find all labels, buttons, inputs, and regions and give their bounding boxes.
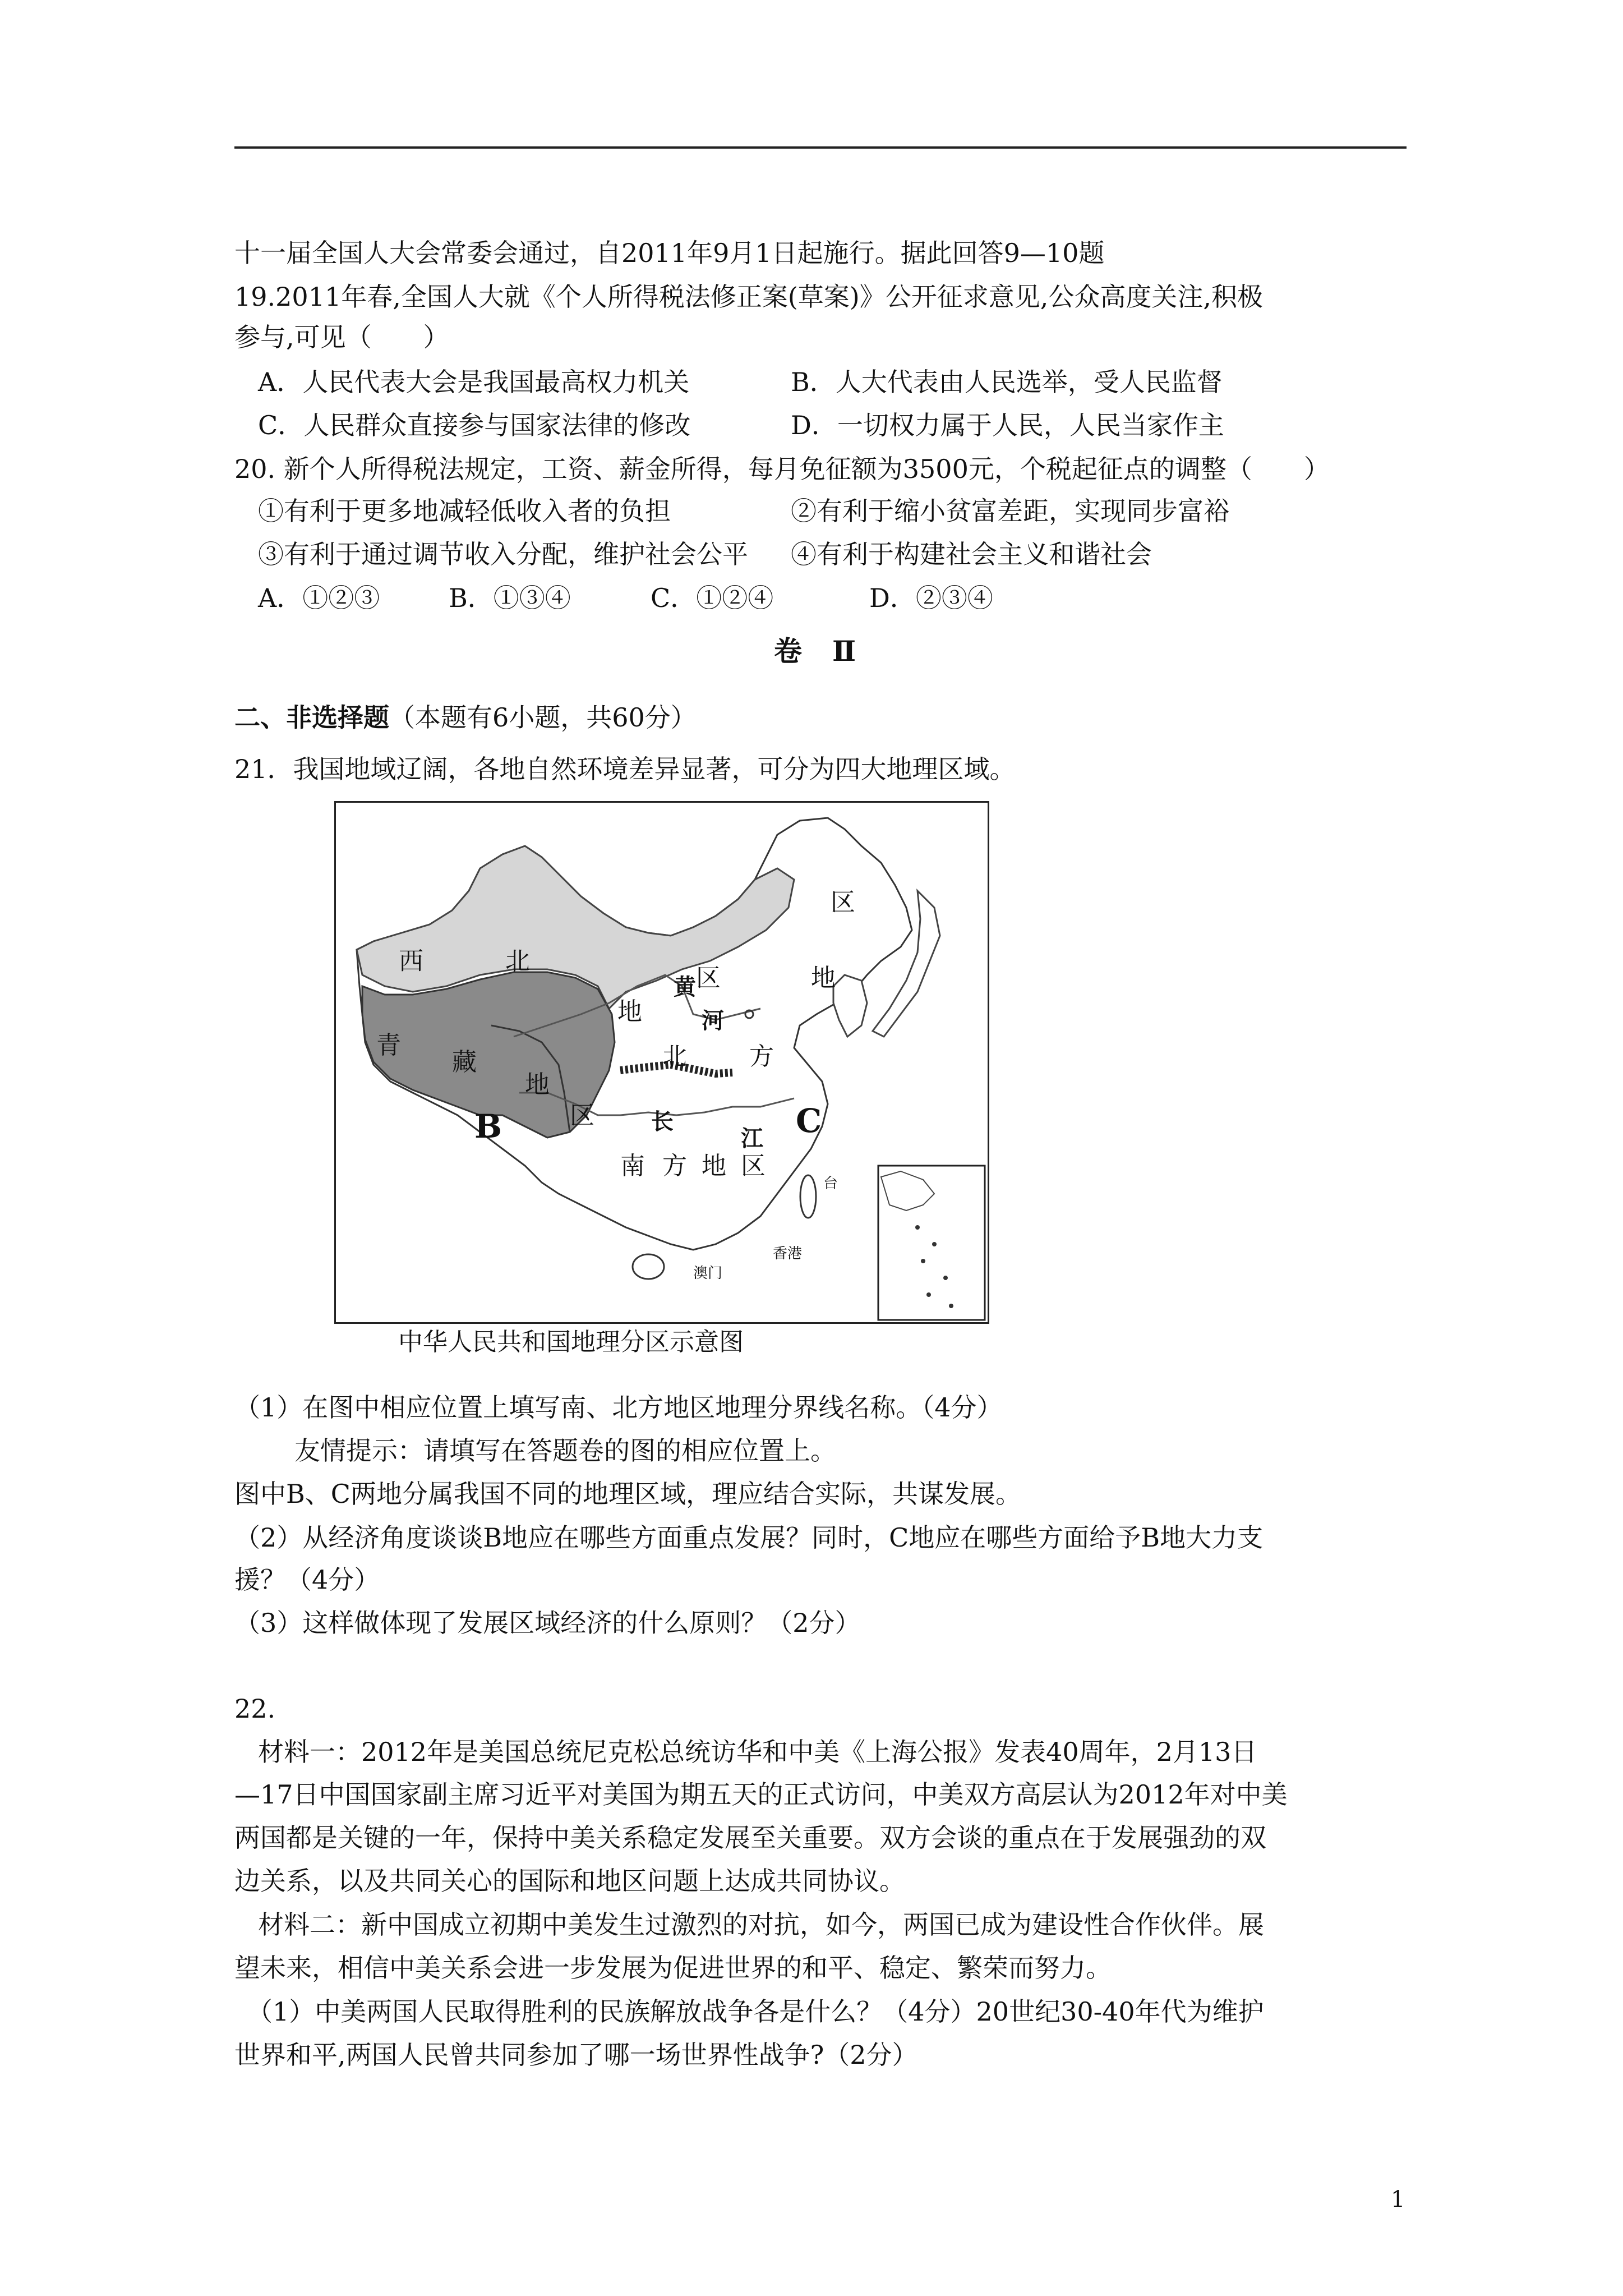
label-xianggang: 香港 bbox=[773, 1245, 803, 1262]
q20-item-1: ①有利于更多地减轻低收入者的负担 bbox=[258, 496, 671, 526]
label-di-nw: 地 bbox=[617, 997, 642, 1026]
q20-item-4: ④有利于构建社会主义和谐社会 bbox=[791, 539, 1152, 569]
label-qu-ne: 区 bbox=[831, 888, 855, 917]
label-qing: 青 bbox=[376, 1031, 401, 1060]
q19-stem-line1: 19.2011年春,全国人大就《个人所得税法修正案(草案)》公开征求意见,公众高度关注,积极 bbox=[234, 282, 1263, 312]
label-tai: 台 bbox=[823, 1175, 838, 1192]
q20-stem: 20. 新个人所得税法规定，工资、薪金所得，每月免征额为3500元，个税起征点的调整（ ） bbox=[234, 454, 1330, 484]
china-region-map bbox=[334, 801, 989, 1324]
label-jiang: 江 bbox=[741, 1125, 763, 1152]
q22-material1-line1: 材料一：2012年是美国总统尼克松总统访华和中美《上海公报》发表40周年，2月13日 bbox=[258, 1737, 1257, 1767]
taiwan-island bbox=[800, 1175, 816, 1218]
q19-option-a: A．人民代表大会是我国最高权力机关 bbox=[258, 367, 690, 397]
label-di-n1: 地 bbox=[811, 964, 836, 992]
section-heading-line bbox=[234, 700, 697, 735]
label-he: 河 bbox=[702, 1007, 724, 1034]
q20-option-a: A．①②③ bbox=[258, 583, 380, 613]
q22-number: 22. bbox=[234, 1694, 276, 1724]
q22-material1-line2: —17日中国国家副主席习近平对美国为期五天的正式访问，中美双方高层认为2012年对中美 bbox=[234, 1779, 1288, 1810]
q21-context: 图中B、C两地分属我国不同的地理区域，理应结合实际，共谋发展。 bbox=[234, 1479, 1021, 1509]
label-b: B bbox=[474, 1107, 502, 1145]
label-fang: 方 bbox=[749, 1042, 774, 1071]
page-number: 1 bbox=[1391, 2187, 1405, 2212]
label-chang: 长 bbox=[651, 1108, 674, 1135]
label-nan: 南 bbox=[620, 1152, 645, 1180]
label-di-qz: 地 bbox=[525, 1070, 550, 1099]
q21-sub1: （1）在图中相应位置上填写南、北方地区地理分界线名称。（4分） bbox=[234, 1392, 1003, 1423]
label-aomen: 澳门 bbox=[693, 1265, 723, 1282]
q20-option-b: B．①③④ bbox=[449, 583, 571, 613]
label-xi: 西 bbox=[399, 947, 423, 976]
q22-material1-line4: 边关系，以及共同关心的国际和地区问题上达成共同协议。 bbox=[234, 1866, 905, 1896]
q19-option-d: D．一切权力属于人民，人民当家作主 bbox=[791, 410, 1224, 440]
label-c: C bbox=[796, 1102, 822, 1140]
volume-title: 卷 Ⅱ bbox=[774, 634, 857, 668]
map-caption: 中华人民共和国地理分区示意图 bbox=[398, 1328, 744, 1356]
label-zang: 藏 bbox=[452, 1048, 477, 1076]
label-qu-n1: 区 bbox=[696, 964, 721, 992]
section-heading: 二、非选择题 bbox=[234, 702, 389, 733]
hainan-island bbox=[633, 1254, 664, 1279]
q21-tip: 友情提示：请填写在答题卷的图的相应位置上。 bbox=[294, 1435, 836, 1466]
label-fang2: 方 bbox=[662, 1152, 687, 1180]
q21-sub2-line2: 援？（4分） bbox=[234, 1565, 380, 1595]
q19-option-b: B．人大代表由人民选举，受人民监督 bbox=[791, 367, 1223, 397]
q22-material1-line3: 两国都是关键的一年，保持中美关系稳定发展至关重要。双方会谈的重点在于发展强劲的双 bbox=[234, 1823, 1266, 1853]
label-bei: 北 bbox=[505, 947, 530, 976]
label-qu-qz: 区 bbox=[570, 1101, 594, 1130]
q21-stem: 21．我国地域辽阔，各地自然环境差异显著，可分为四大地理区域。 bbox=[234, 754, 1016, 784]
q19-option-c: C．人民群众直接参与国家法律的修改 bbox=[258, 410, 691, 440]
q20-item-3: ③有利于通过调节收入分配，维护社会公平 bbox=[258, 539, 748, 569]
q20-option-c: C．①②④ bbox=[651, 583, 774, 613]
q22-material2-line2: 望未来，相信中美关系会进一步发展为促进世界的和平、稳定、繁荣而努力。 bbox=[234, 1953, 1112, 1983]
q21-sub2-line1: （2）从经济角度谈谈B地应在哪些方面重点发展？同时，C地应在哪些方面给予B地大力支 bbox=[234, 1522, 1264, 1553]
q20-item-2: ②有利于缩小贫富差距，实现同步富裕 bbox=[791, 496, 1229, 526]
q22-material2-line1: 材料二：新中国成立初期中美发生过激烈的对抗，如今，两国已成为建设性合作伙伴。展 bbox=[258, 1910, 1264, 1940]
q22-sub1-line2: 世界和平,两国人民曾共同参加了哪一场世界性战争?（2分） bbox=[234, 2040, 918, 2070]
intro-line: 十一届全国人大会常委会通过，自2011年9月1日起施行。据此回答9—10题 bbox=[234, 238, 1105, 268]
q19-stem-line2: 参与,可见（ ） bbox=[234, 322, 449, 352]
section-note: （本题有6小题，共60分） bbox=[389, 702, 697, 733]
label-huang: 黄 bbox=[674, 974, 696, 1000]
q21-sub3: （3）这样做体现了发展区域经济的什么原则？（2分） bbox=[234, 1608, 861, 1638]
label-bei2: 北 bbox=[662, 1042, 687, 1071]
label-qu-s: 区 bbox=[741, 1152, 766, 1180]
header-rule bbox=[234, 146, 1407, 149]
q22-sub1-line1: （1）中美两国人民取得胜利的民族解放战争各是什么？（4分）20世纪30-40年代为维护 bbox=[247, 1996, 1264, 2027]
q20-option-d: D．②③④ bbox=[869, 583, 993, 613]
label-di-s: 地 bbox=[702, 1152, 726, 1180]
